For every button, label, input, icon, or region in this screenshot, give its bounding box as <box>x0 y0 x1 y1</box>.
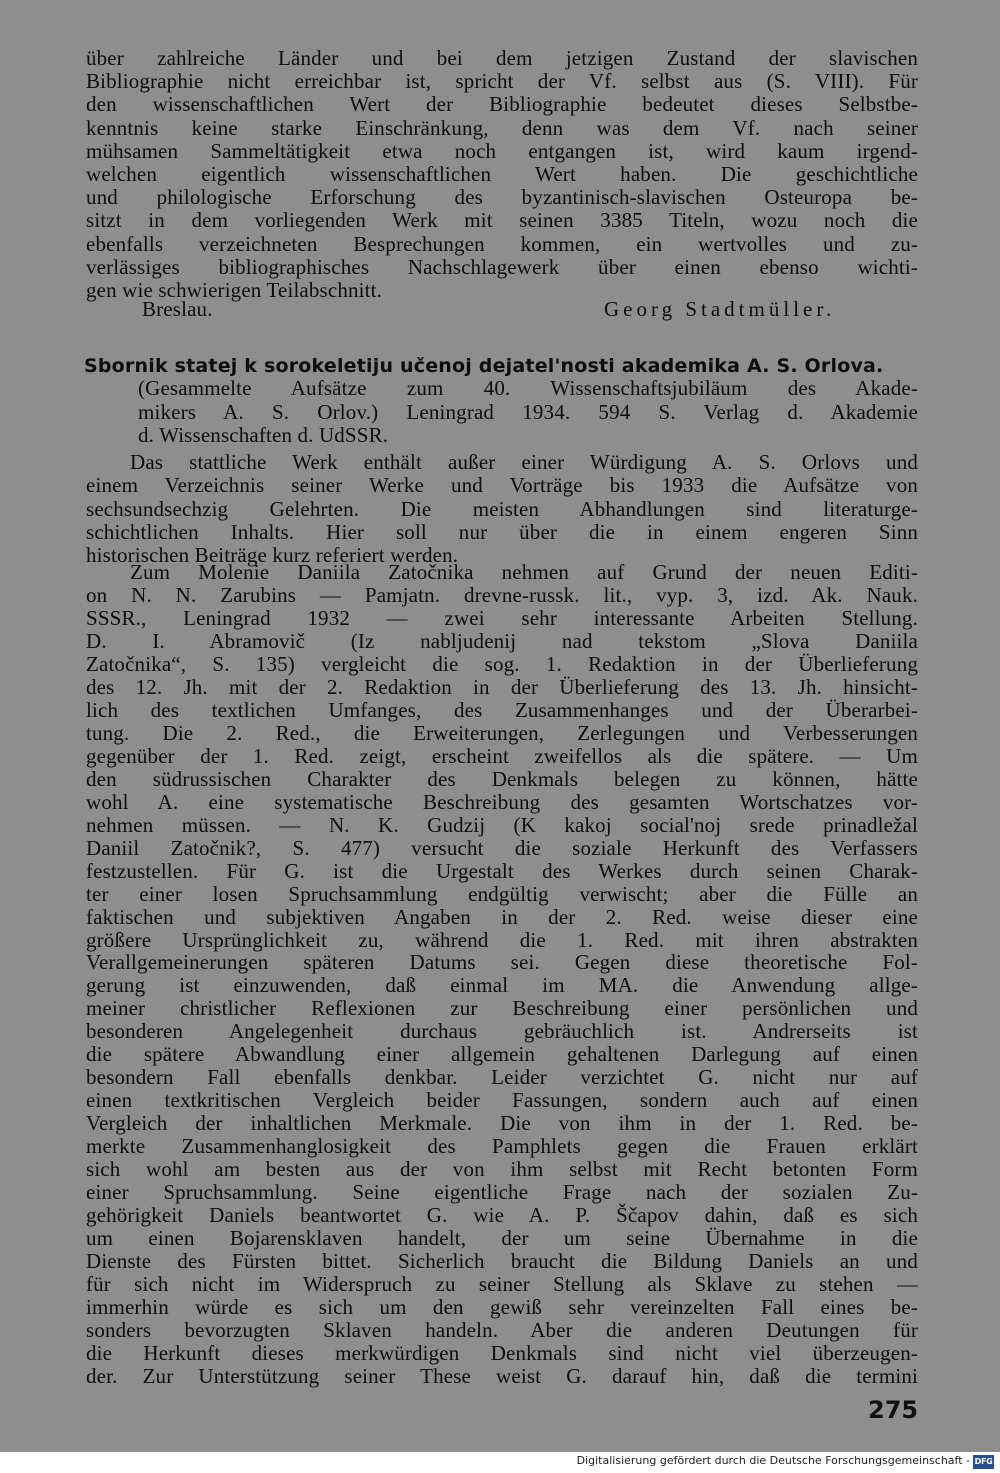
text-line: d. Wissenschaften d. UdSSR. <box>138 423 389 447</box>
text-line: Zatočnika“, S. 135) vergleicht die sog. 1. Redaktion in der Überlieferung <box>86 651 918 676</box>
text-line: einem Verzeichnis seiner Werke und Vorträge bis 1933 die Aufsätze von <box>86 473 918 498</box>
text-line: on N. N. Zarubins — Pamjatn. drevne-russk. lit., vyp. 3, izd. Ak. Nauk. <box>86 582 918 607</box>
text-line: SSSR., Leningrad 1932 — zwei sehr interessante Arbeiten Stellung. <box>86 605 918 630</box>
text-line: verlässiges bibliographisches Nachschlagewerk über einen ebenso wichti- <box>86 254 918 279</box>
text-line: Das stattliche Werk enthält außer einer Würdigung A. S. Orlovs und <box>130 450 918 474</box>
text-line: gen wie schwierigen Teilabschnitt. <box>86 278 382 302</box>
text-line: gehörigkeit Daniels beantwortet G. wie A. P. Ščapov dahin, daß es sich <box>86 1203 918 1228</box>
text-line: nehmen müssen. — N. K. Gudzij (K kakoj social'noj srede prinadležal <box>86 812 918 837</box>
text-line: (Gesammelte Aufsätze zum 40. Wissenschaftsjubiläum des Akade- <box>138 376 918 400</box>
text-line: ebenfalls verzeichneten Besprechungen kommen, ein wertvolles und zu- <box>86 231 918 256</box>
text-line: besondern Fall ebenfalls denkbar. Leider verzichtet G. nicht nur auf <box>86 1065 918 1090</box>
signature-place: Breslau. <box>142 297 213 321</box>
text-line: kenntnis keine starke Einschränkung, denn was dem Vf. nach seiner <box>86 115 918 140</box>
text-line: welchen eigentlich wissenschaftlichen Wert haben. Die geschichtliche <box>86 162 918 186</box>
text-line: sitzt in dem vorliegenden Werk mit seinen 3385 Titeln, wozu noch die <box>86 208 918 233</box>
text-line: gegenüber der 1. Red. zeigt, erscheint zweifellos als die spätere. — Um <box>86 743 918 768</box>
text-line: sich wohl am besten aus der von ihm selbst mit Recht betonten Form <box>86 1157 918 1182</box>
page-number: 275 <box>868 1396 919 1424</box>
text-line: einen textkritischen Vergleich beider Fassungen, sondern auch auf einen <box>86 1088 918 1113</box>
text-line: des 12. Jh. mit der 2. Redaktion in der Überlieferung des 13. Jh. hinsicht- <box>86 674 918 699</box>
text-line: Dienste des Fürsten bittet. Sicherlich braucht die Bildung Daniels an und <box>86 1249 918 1274</box>
text-line: besonderen Angelegenheit durchaus gebräuchlich ist. Andrerseits ist <box>86 1019 918 1044</box>
text-line: der. Zur Unterstützung seiner These weist G. darauf hin, daß die termini <box>86 1363 918 1388</box>
text-line: die Herkunft dieses merkwürdigen Denkmals sind nicht viel überzeugen- <box>86 1340 918 1365</box>
text-line: mühsamen Sammeltätigkeit etwa noch entgangen ist, wird kaum irgend- <box>86 138 918 163</box>
text-line: Vergleich der inhaltlichen Merkmale. Die von ihm in der 1. Red. be- <box>86 1111 918 1136</box>
text-line: für sich nicht im Widerspruch zu seiner Stellung als Sklave zu stehen — <box>86 1272 918 1297</box>
text-line: sechsundsechzig Gelehrten. Die meisten Abhandlungen sind literaturge- <box>86 496 918 521</box>
text-line: und philologische Erforschung des byzantinisch-slavischen Osteuropa be- <box>86 185 918 210</box>
signature-author: Georg Stadtmüller. <box>604 297 836 321</box>
text-line: sonders bevorzugten Sklaven handeln. Aber die anderen Deutungen für <box>86 1318 918 1342</box>
text-line: die spätere Abwandlung einer allgemein gehaltenen Darlegung auf einen <box>86 1042 918 1067</box>
text-line: meiner christlicher Reflexionen zur Beschreibung einer persönlichen und <box>86 996 918 1021</box>
text-line: faktischen und subjektiven Angaben in der 2. Red. weise dieser eine <box>86 904 918 929</box>
text-line: mikers A. S. Orlov.) Leningrad 1934. 594 S. Verlag d. Akademie <box>138 399 918 424</box>
text-line: schichtlichen Inhalts. Hier soll nur über die in einem engeren Sinn <box>86 519 918 544</box>
text-line: lich des textlichen Umfanges, des Zusammenhanges und der Überarbei- <box>86 697 918 722</box>
footer-credit-text: Digitalisierung gefördert durch die Deutsche Forschungsgemeinschaft - <box>576 1454 970 1467</box>
dfg-logo-icon: DFG <box>973 1455 994 1469</box>
footer-bar <box>0 1452 1000 1473</box>
text-line: gerung ist einzuwenden, daß einmal im MA. die Anwendung allge- <box>86 973 918 998</box>
text-line: um einen Bojarensklaven handelt, der um seine Übernahme in die <box>86 1226 918 1251</box>
text-line: festzustellen. Für G. ist die Urgestalt des Werkes durch seinen Charak- <box>86 858 918 883</box>
text-line: historischen Beiträge kurz referiert werden. <box>86 543 459 568</box>
text-line: den südrussischen Charakter des Denkmals belegen zu können, hätte <box>86 766 918 791</box>
text-line: Verallgemeinerungen späteren Datums sei. Gegen diese theoretische Fol- <box>86 950 918 975</box>
text-line: Zum Molenie Daniila Zatočnika nehmen auf Grund der neuen Editi- <box>130 560 918 584</box>
text-line: wohl A. eine systematische Beschreibung des gesamten Wortschatzes vor- <box>86 789 918 814</box>
text-line: Bibliographie nicht erreichbar ist, spricht der Vf. selbst aus (S. VIII). Für <box>86 69 918 94</box>
text-line: immerhin würde es sich um den gewiß sehr vereinzelten Fall eines be- <box>86 1295 918 1320</box>
text-line: größere Ursprünglichkeit zu, während die 1. Red. mit ihren abstrakten <box>86 927 918 952</box>
text-line: Daniil Zatočnik?, S. 477) versucht die soziale Herkunft des Verfassers <box>86 835 918 860</box>
text-line: den wissenschaftlichen Wert der Bibliographie bedeutet dieses Selbstbe- <box>86 92 918 117</box>
text-line: ter einer losen Spruchsammlung endgültig verwischt; aber die Fülle an <box>86 881 918 906</box>
text-line: D. I. Abramovič (Iz nabljudenij nad tekstom „Slova Daniila <box>86 628 918 653</box>
text-line: einer Spruchsammlung. Seine eigentliche Frage nach der sozialen Zu- <box>86 1180 918 1205</box>
text-line: tung. Die 2. Red., die Erweiterungen, Zerlegungen und Verbesserungen <box>86 720 918 745</box>
text-line: merkte Zusammenhanglosigkeit des Pamphlets gegen die Frauen erklärt <box>86 1134 918 1159</box>
review-heading: Sbornik statej k sorokeletiju učenoj dejatel'nosti akademika A. S. Orlova. <box>84 355 884 377</box>
text-line: über zahlreiche Länder und bei dem jetzigen Zustand der slavischen <box>86 46 918 70</box>
